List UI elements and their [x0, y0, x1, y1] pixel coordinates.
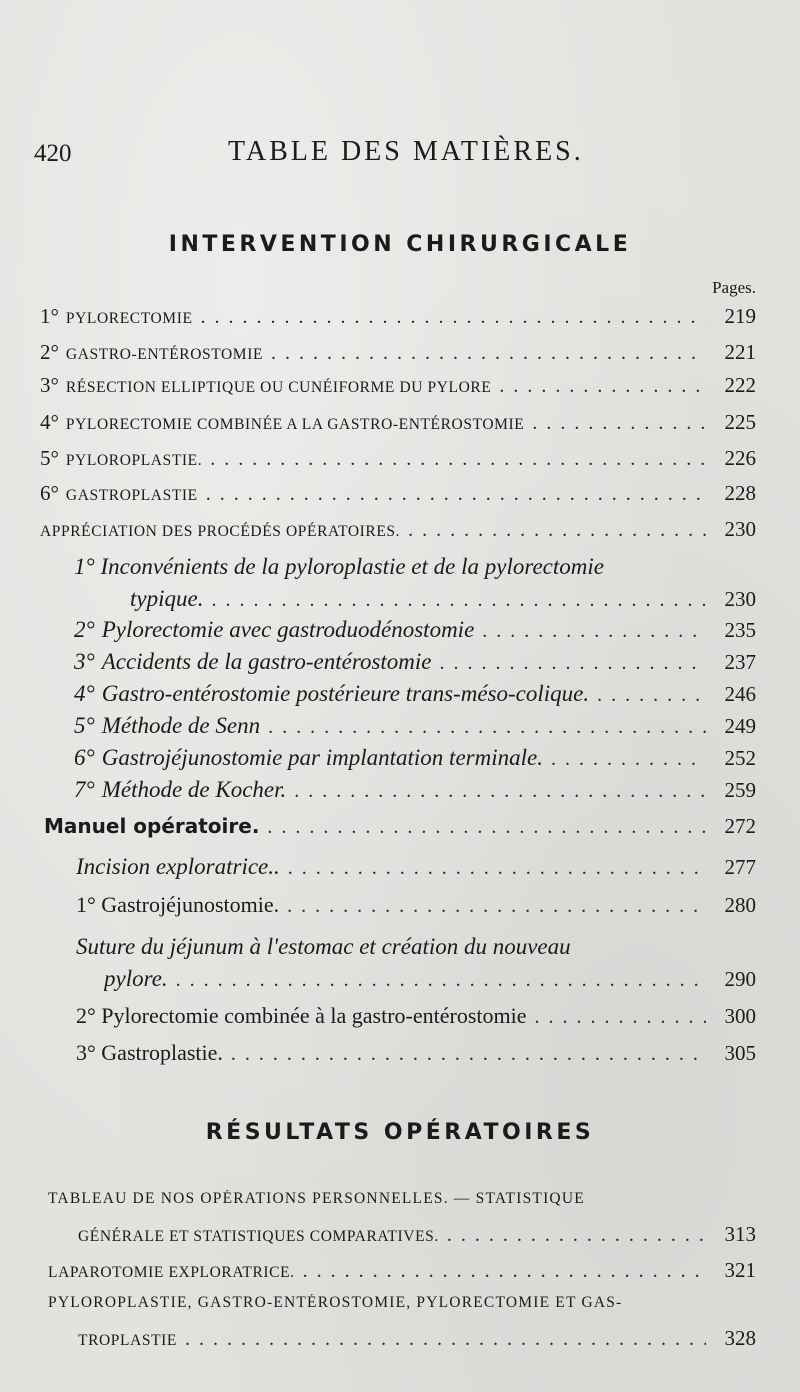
toc-subentry: 4° Gastro-entérostomie postérieure trans-méso-colique. . . . 246 [74, 681, 756, 715]
toc-subentry: 3° Accidents de la gastro-entérostomie . . . 237 [74, 649, 756, 683]
page-ref: 226 [724, 446, 756, 470]
toc-subentry: pylore. . . . 290 [104, 966, 756, 1000]
running-title: TABLE DES MATIÈRES. [228, 136, 584, 167]
page-ref: 230 [724, 517, 756, 541]
page-ref: 277 [724, 855, 756, 879]
toc-entry: 2° GASTRO-ENTÉROSTOMIE . . . 221 [40, 340, 756, 374]
page-ref: 328 [724, 1326, 756, 1350]
page-ref: 246 [724, 682, 756, 706]
toc-entry: 1° PYLORECTOMIE . . . 219 [40, 304, 756, 338]
page-ref: 228 [724, 481, 756, 505]
page-ref: 252 [724, 746, 756, 770]
toc-heading-entry: Manuel opératoire. . . . 272 [44, 814, 756, 848]
toc-entry: GÉNÉRALE ET STATISTIQUES COMPARATIVES. . . . 313 [78, 1222, 756, 1256]
toc-entry: LAPAROTOMIE EXPLORATRICE. . . . 321 [48, 1258, 756, 1292]
page-number: 420 [34, 140, 72, 167]
page-ref: 305 [724, 1041, 756, 1065]
page-ref: 225 [724, 410, 756, 434]
toc-subentry: Incision exploratrice.. . . . 277 [76, 854, 756, 888]
page-ref: 313 [724, 1222, 756, 1246]
toc-subentry: 3° Gastroplastie. . . . 305 [76, 1040, 756, 1074]
toc-subentry: 1° Gastrojéjunostomie. . . . 280 [76, 892, 756, 926]
toc-entry: 3° RÉSECTION ELLIPTIQUE OU CUNÉIFORME DU PYLORE . . . 222 [40, 373, 756, 407]
toc-entry: 4° PYLORECTOMIE COMBINÉE A LA GASTRO-ENTÉROSTOMIE . . . 225 [40, 410, 756, 444]
toc-entry-first-line: TABLEAU DE NOS OPÉRATIONS PERSONNELLES. — STATISTIQUE [48, 1190, 585, 1207]
page-ref: 280 [724, 893, 756, 917]
page-ref: 221 [724, 340, 756, 364]
section-title-intervention: INTERVENTION CHIRURGICALE [168, 232, 632, 257]
pages-column-label: Pages. [712, 278, 756, 297]
toc-entry: TROPLASTIE . . . 328 [78, 1326, 756, 1360]
toc-subentry: 7° Méthode de Kocher. . . . 259 [74, 777, 756, 811]
toc-subentry: typique. . . . 230 [130, 586, 756, 620]
page-ref: 230 [724, 587, 756, 611]
page-ref: 272 [724, 814, 756, 838]
toc-subentry: 6° Gastrojéjunostomie par implantation terminale. . . . 252 [74, 745, 756, 779]
toc-entry-first-line: PYLOROPLASTIE, GASTRO-ENTÉROSTOMIE, PYLORECTOMIE ET GAS- [48, 1294, 623, 1311]
toc-subentry: 2° Pylorectomie combinée à la gastro-entérostomie . . . 300 [76, 1003, 756, 1037]
page-ref: 219 [724, 304, 756, 328]
toc-subentry: 2° Pylorectomie avec gastroduodénostomie . . . 235 [74, 617, 756, 651]
page-ref: 249 [724, 714, 756, 738]
page-ref: 300 [724, 1004, 756, 1028]
toc-subentry: 5° Méthode de Senn . . . 249 [74, 713, 756, 747]
section-title-resultats: RÉSULTATS OPÉRATOIRES [205, 1120, 595, 1145]
page-ref: 237 [724, 650, 756, 674]
page-ref: 290 [724, 967, 756, 991]
page-ref: 235 [724, 618, 756, 642]
toc-subentry-first-line: 1° Inconvénients de la pyloroplastie et de la pylorectomie [74, 554, 604, 579]
page-ref: 222 [724, 373, 756, 397]
page-ref: 321 [724, 1258, 756, 1282]
toc-subentry-first-line: Suture du jéjunum à l'estomac et création du nouveau [76, 934, 571, 959]
page-ref: 259 [724, 778, 756, 802]
toc-entry: 6° GASTROPLASTIE . . . 228 [40, 481, 756, 515]
page-header [0, 132, 800, 172]
toc-entry: 5° PYLOROPLASTIE. . . . 226 [40, 446, 756, 480]
toc-entry: APPRÉCIATION DES PROCÉDÉS OPÉRATOIRES. . . . 230 [40, 517, 756, 551]
